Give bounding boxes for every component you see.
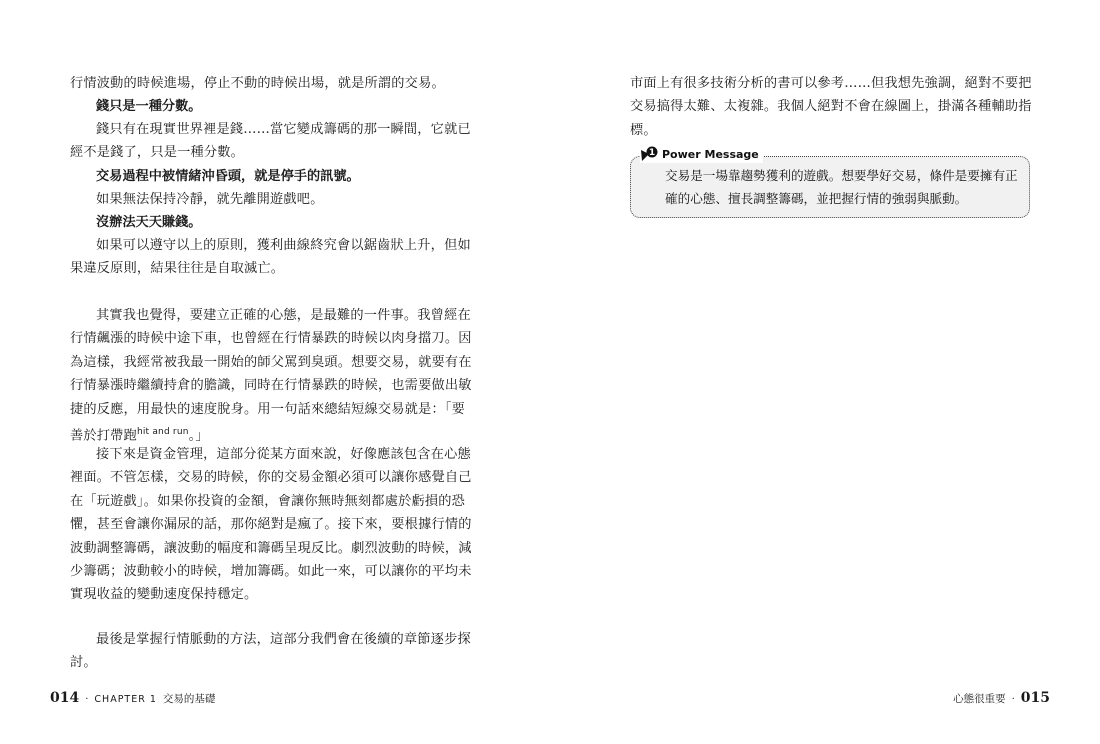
paragraph-mindset-end: 。」 bbox=[188, 428, 209, 444]
paragraph-intro: 行情波動的時候進場，停止不動的時候出場，就是所謂的交易。 bbox=[70, 76, 445, 91]
paragraph-calm: 如果無法保持冷靜，就先離開遊戲吧。 bbox=[96, 192, 324, 207]
paragraph-technical-analysis: 市面上有很多技術分析的書可以參考……但我想先強調，絕對不要把交易搞得太難、太複雜。我個人絕對不會在線圖上，掛滿各種輔助指標。 bbox=[630, 76, 1032, 138]
paragraph-mindset-text: 其實我也覺得，要建立正確的心態，是最難的一件事。我曾經在行情飆漲的時候中途下車，也曾經在行情暴跌的時候以肉身擋刀。因為這樣，我經常被我最一開始的師父罵到臭頭。想要交易，就要有在行情暴漲時繼續持倉的膽識，同時在行情暴跌的時候，也需要做出敏捷的反應，用最快的速度脫身。用一句話來總結短線交易就是：「要善於打帶跑 bbox=[70, 308, 472, 444]
page-number-left: 014 bbox=[50, 690, 80, 706]
hit-and-run-note: hit and run bbox=[136, 427, 189, 438]
footer-left bbox=[50, 690, 215, 706]
footer-separator-left: · bbox=[85, 694, 89, 705]
paragraph-market-pulse: 最後是掌握行情脈動的方法，這部分我們會在後續的章節逐步探討。 bbox=[70, 632, 471, 671]
power-message-header bbox=[640, 145, 763, 163]
chapter-title: 交易的基礎 bbox=[162, 693, 216, 705]
power-message-title: Power Message bbox=[662, 147, 759, 161]
power-message-text: 交易是一場靠趨勢獲利的遊戲。想要學好交易，條件是要擁有正確的心態、擅長調整籌碼，並把握行情的強弱與脈動。 bbox=[665, 168, 1018, 206]
paragraph-principles: 如果可以遵守以上的原則，獲利曲線終究會以鋸齒狀上升，但如果違反原則，結果往往是自取滅亡。 bbox=[70, 238, 471, 277]
footer-separator-right: · bbox=[1011, 694, 1015, 705]
right-page bbox=[630, 0, 1032, 744]
megaphone-icon bbox=[640, 145, 658, 163]
rule-heading-money: 錢只是一種分數。 bbox=[96, 99, 202, 114]
paragraph-money: 錢只有在現實世界裡是錢……當它變成籌碼的那一瞬間，它就已經不是錢了，只是一種分數。 bbox=[70, 122, 471, 161]
section-title: 心態很重要 bbox=[953, 693, 1006, 705]
left-page bbox=[70, 0, 472, 744]
page-number-right: 015 bbox=[1020, 690, 1050, 706]
footer-right bbox=[953, 690, 1050, 706]
chapter-label: CHAPTER 1 bbox=[94, 694, 157, 705]
rule-heading-emotion: 交易過程中被情緒沖昏頭，就是停手的訊號。 bbox=[96, 169, 360, 184]
paragraph-money-management: 接下來是資金管理，這部分從某方面來說，好像應該包含在心態裡面。不管怎樣，交易的時候，你的交易金額必須可以讓你感覺自己在「玩遊戲」。如果你投資的金額，會讓你無時無刻都處於虧損的恐懼，甚至會讓你漏尿的話，那你絕對是瘋了。接下來，要根據行情的波動調整籌碼，讓波動的幅度和籌碼呈現反比。劇烈波動的時候，減少籌碼；波動較小的時候，增加籌碼。如此一來，可以讓你的平均未實現收益的變動速度保持穩定。 bbox=[70, 447, 472, 603]
paragraph-mindset bbox=[70, 304, 472, 448]
rule-heading-daily: 沒辦法天天賺錢。 bbox=[96, 215, 202, 230]
power-message-number: 1 bbox=[648, 148, 656, 159]
